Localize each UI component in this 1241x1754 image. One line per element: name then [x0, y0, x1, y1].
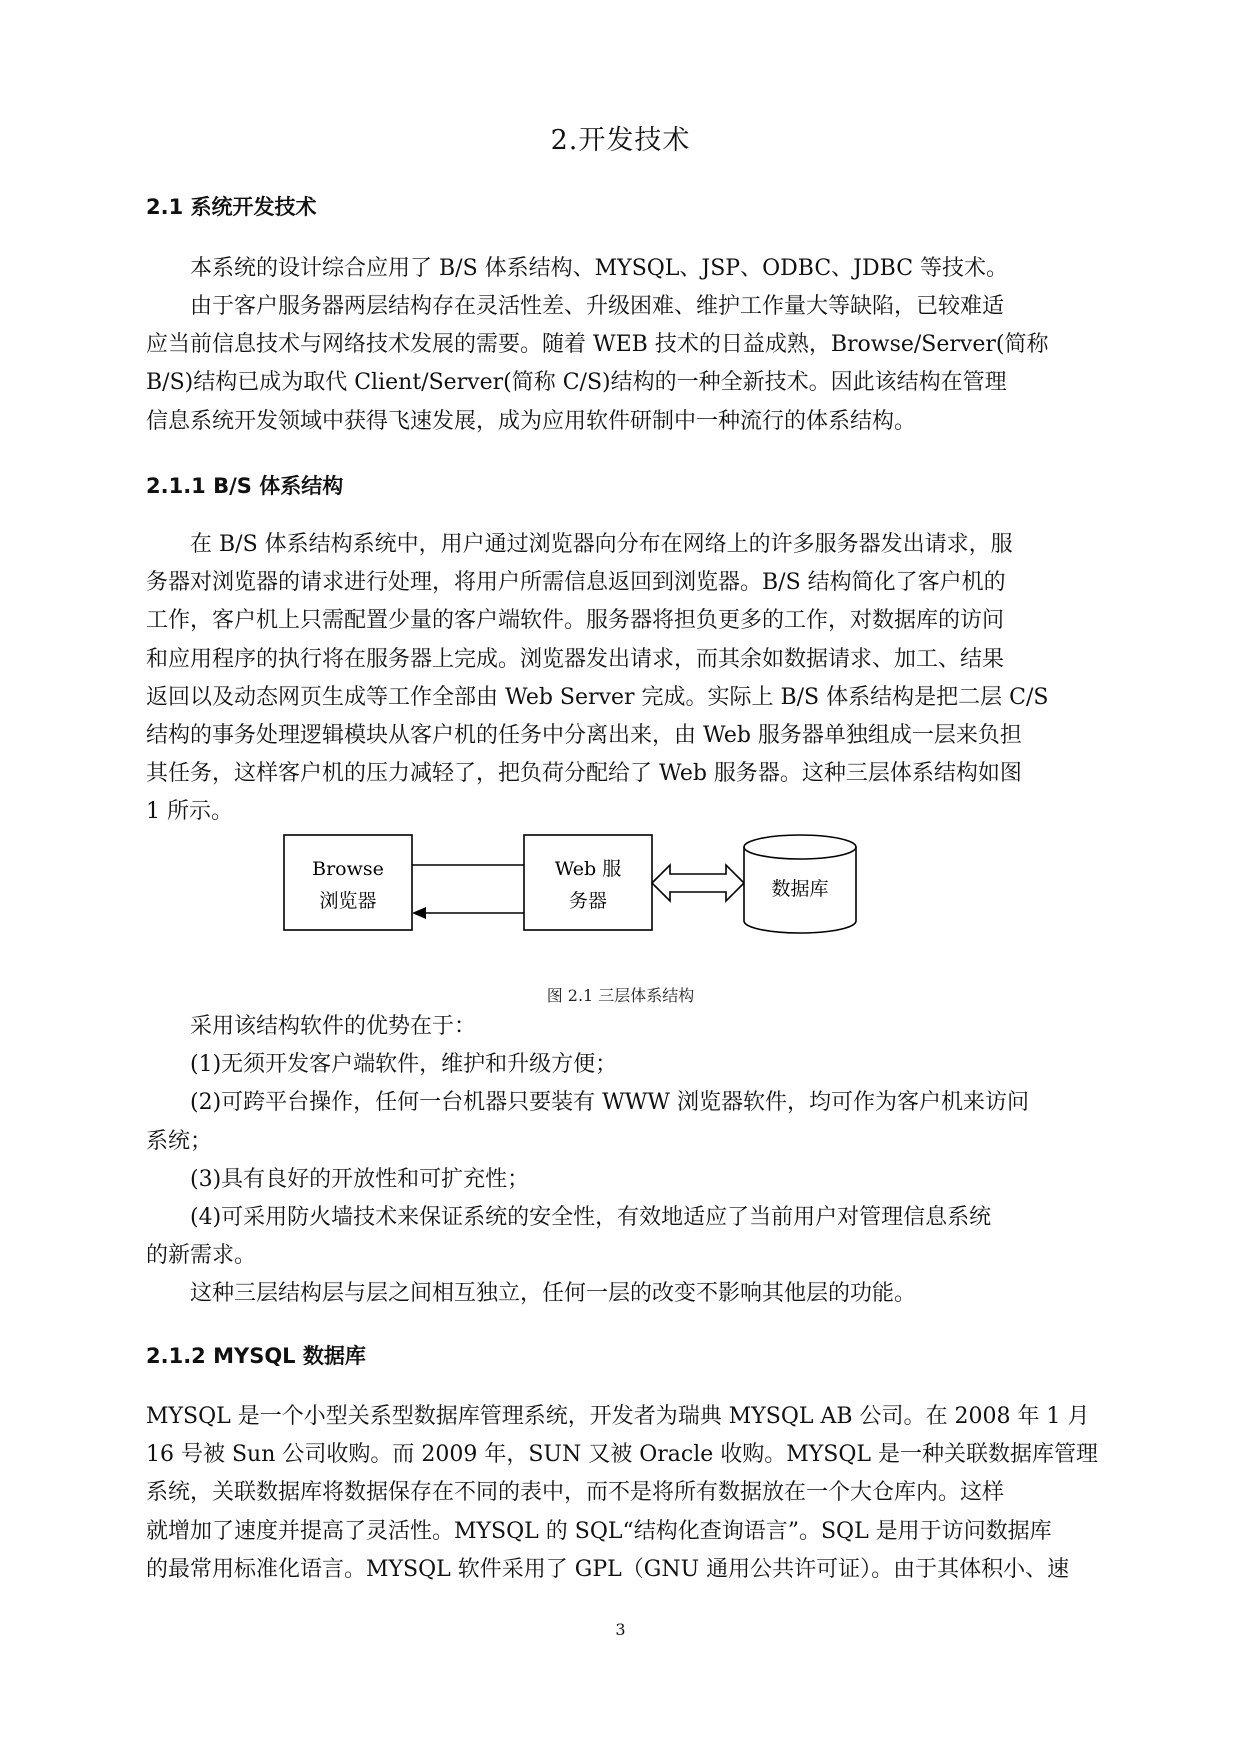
text-line: 和应用程序的执行将在服务器上完成。浏览器发出请求，而其余如数据请求、加工、结果 [146, 646, 1005, 672]
text-line: 16 号被 Sun 公司收购。而 2009 年，SUN 又被 Oracle 收购。MYSQL 是一种关联数据库管理 [146, 1442, 1099, 1468]
section-heading-2-1: 2.1 系统开发技术 [146, 195, 317, 219]
text-line: 应当前信息技术与网络技术发展的需要。随着 WEB 技术的日益成熟，Browse/Server(简称 [146, 332, 1049, 358]
web-server-label-line1: Web 服 [554, 858, 622, 880]
figure-caption: 图 2.1 三层体系结构 [546, 986, 695, 1005]
text-line: 的最常用标准化语言。MYSQL 软件采用了 GPL（GNU 通用公共许可证）。由于其体积小、速 [146, 1556, 1070, 1582]
three-tier-diagram [270, 825, 870, 935]
paragraph-2-1-1-bs-description [146, 526, 1101, 832]
list-item: (1)无须开发客户端软件，维护和升级方便； [190, 1052, 618, 1078]
text-line: 采用该结构软件的优势在于： [190, 1014, 477, 1039]
web-server-box [524, 835, 652, 930]
browser-label-line2: 浏览器 [319, 890, 377, 912]
text-line: 在 B/S 体系结构系统中，用户通过浏览器向分布在网络上的许多服务器发出请求，服 [190, 532, 1013, 557]
response-arrow-head [412, 907, 426, 919]
text-line: 1 所示。 [146, 799, 233, 825]
text-line: 本系统的设计综合应用了 B/S 体系结构、MYSQL、JSP、ODBC、JDBC 等技术。 [190, 256, 1009, 281]
text-line: 信息系统开发领域中获得飞速发展，成为应用软件研制中一种流行的体系结构。 [146, 408, 917, 434]
paragraph-2-1-bs-background [146, 288, 1101, 441]
list-item: (4)可采用防火墙技术来保证系统的安全性，有效地适应了当前用户对管理信息系统 [190, 1205, 992, 1231]
page-number: 3 [615, 1620, 626, 1639]
text-line: 就增加了速度并提高了灵活性。MYSQL 的 SQL“结构化查询语言”。SQL 是用于访问数据库 [146, 1518, 1052, 1544]
web-server-label-line2: 务器 [568, 890, 608, 912]
list-item: (3)具有良好的开放性和可扩充性； [190, 1166, 530, 1192]
text-line: 系统； [146, 1128, 213, 1154]
section-heading-2-1-1: 2.1.1 B/S 体系结构 [146, 474, 344, 498]
chapter-title: 2.开发技术 [550, 125, 691, 156]
browser-box [284, 835, 412, 930]
text-line: 结构的事务处理逻辑模块从客户机的任务中分离出来，由 Web 服务器单独组成一层来负担 [146, 723, 1022, 749]
text-line: 其任务，这样客户机的压力减轻了，把负荷分配给了 Web 服务器。这种三层体系结构如图 [146, 761, 1022, 787]
text-line: B/S)结构已成为取代 Client/Server(简称 C/S)结构的一种全新技术。因此该结构在管理 [146, 370, 1007, 396]
paragraph-2-1-intro [146, 250, 1101, 288]
paragraph-mysql [146, 1398, 1101, 1589]
text-line: 这种三层结构层与层之间相互独立，任何一层的改变不影响其他层的功能。 [190, 1281, 917, 1307]
text-line: 系统，关联数据库将数据保存在不同的表中，而不是将所有数据放在一个大仓库内。这样 [146, 1480, 1005, 1506]
text-line: 工作，客户机上只需配置少量的客户端软件。服务器将担负更多的工作，对数据库的访问 [146, 608, 1005, 634]
text-line: 由于客户服务器两层结构存在灵活性差、升级困难、维护工作量大等缺陷，已较难适 [190, 294, 1005, 319]
text-line: 返回以及动态网页生成等工作全部由 Web Server 完成。实际上 B/S 体系结构是把二层 C/S [146, 684, 1049, 710]
bidirectional-arrow [652, 865, 744, 901]
text-line: 务器对浏览器的请求进行处理，将用户所需信息返回到浏览器。B/S 结构简化了客户机的 [146, 570, 1006, 596]
list-item: (2)可跨平台操作，任何一台机器只要装有 WWW 浏览器软件，均可作为客户机来访问 [190, 1090, 1029, 1116]
browser-label-line1: Browse [312, 858, 384, 880]
paragraph-advantages [146, 1008, 1101, 1314]
section-heading-2-1-2: 2.1.2 MYSQL 数据库 [146, 1344, 366, 1368]
text-line: 的新需求。 [146, 1243, 257, 1269]
database-label: 数据库 [771, 878, 829, 900]
text-line: MYSQL 是一个小型关系型数据库管理系统，开发者为瑞典 MYSQL AB 公司。在 2008 年 1 月 [146, 1404, 1090, 1429]
